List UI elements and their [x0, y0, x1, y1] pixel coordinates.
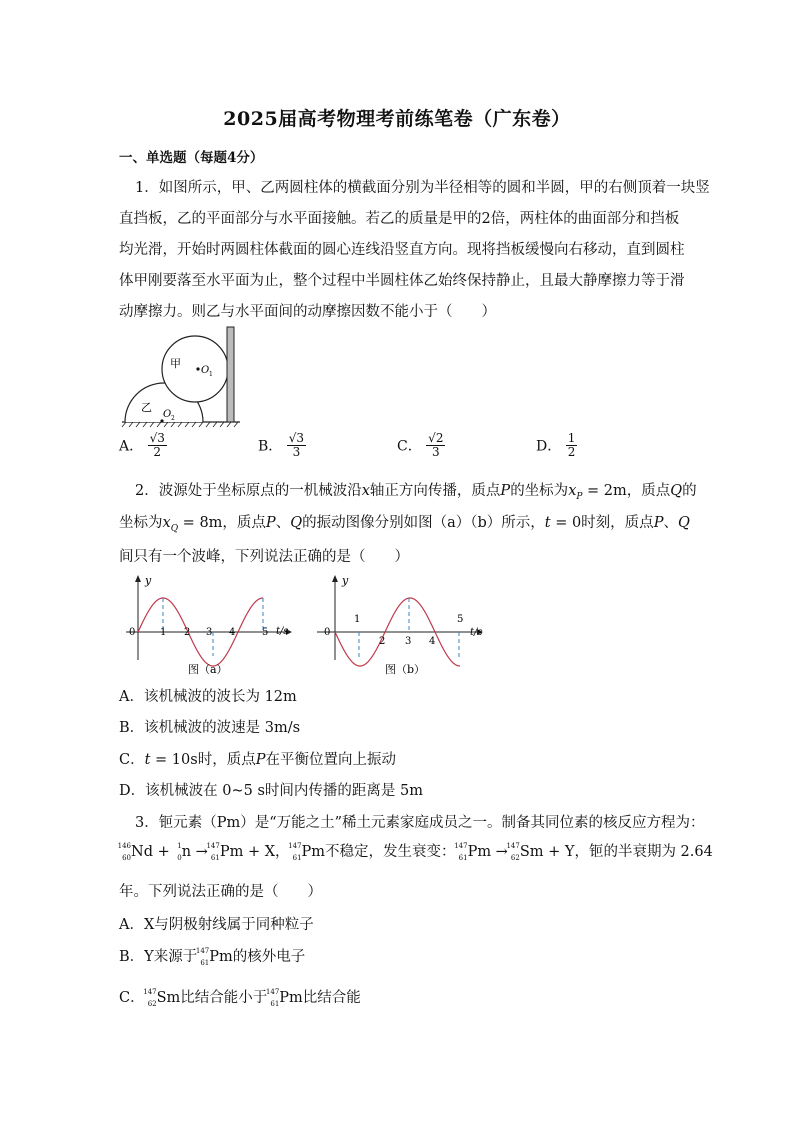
nuclide-scripts: 147 61 [195, 947, 210, 967]
q2-line-3: 间只有一个波峰，下列说法正确的是（ ） [119, 549, 409, 565]
tick-4: 4 [229, 627, 236, 638]
q1-line-2: 直挡板，乙的平面部分与水平面接触。若乙的质量是甲的2倍，两柱体的曲面部分和挡板 [119, 211, 680, 227]
q1-line-4: 体甲刚要落至水平面为止，整个过程中半圆柱体乙始终保持静止，且最大静摩擦力等于滑 [119, 273, 685, 289]
tick-1: 1 [160, 627, 167, 638]
nuclide-scripts: 1 0 [177, 842, 182, 862]
q2-option-b[interactable]: B．该机械波的波速是 3m/s [119, 720, 301, 736]
q3-line-2: 146 60 Nd + 1 0 n → 147 61 Pm + X， 147 61 Pm不稳定，发生衰变： 147 61 Pm → 147 62 Sm + Y，钷的半衰期为 2.64 [117, 842, 713, 862]
label-o2: O [163, 409, 172, 420]
q2-graph-b [313, 572, 493, 680]
y-label: y [145, 574, 152, 587]
nuclide-scripts: 147 61 [265, 988, 280, 1008]
tick-3: 3 [405, 636, 412, 647]
ground-hatching [122, 422, 238, 427]
q1-line-1: 1．如图所示，甲、乙两圆柱体的横截面分别为半径相等的圆和半圆，甲的右侧顶着一块竖 [135, 180, 710, 196]
q3-option-c[interactable]: C． 147 62 Sm比结合能小于 147 61 Pm比结合能 [119, 988, 361, 1008]
graph-caption: 图（b） [385, 663, 426, 676]
q2-option-a[interactable]: A．该机械波的波长为 12m [119, 689, 297, 705]
q2-line-1: 2．波源处于坐标原点的一机械波沿x轴正方向传播，质点P的坐标为$x_P = 2m$，质点Q的 [135, 483, 697, 502]
x-label: t/s [470, 627, 483, 638]
center-o1-dot [196, 367, 199, 370]
q1-cylinders-figure [118, 325, 248, 430]
tick-5: 5 [457, 614, 464, 625]
page-title: 2025届高考物理考前练笔卷（广东卷） [223, 108, 571, 130]
nuclide-scripts: 146 60 [117, 842, 131, 862]
nuclide-scripts: 147 61 [454, 842, 468, 862]
q1-option-a[interactable]: A． $\frac{√3}{2}$ [119, 431, 165, 459]
q1-line-3: 均光滑，开始时两圆柱体截面的圆心连线沿竖直方向。现将挡板缓慢向右移动，直到圆柱 [119, 242, 685, 258]
nuclide-scripts: 147 62 [506, 842, 520, 862]
vertical-baffle [227, 327, 234, 422]
label-yi: 乙 [141, 401, 152, 414]
q2-line-2: 坐标为$x_Q = 8m$，质点P、Q的振动图像分别如图（a）（b）所示，t = 0时刻，质点P、Q [119, 515, 690, 534]
fraction: $\frac{1}{2}$ [567, 431, 576, 459]
tick-0: 0 [324, 627, 331, 638]
label-o1-sub: 1 [209, 371, 213, 378]
fraction: $\frac{√2}{3}$ [428, 431, 444, 459]
nuclide-scripts: 147 62 [143, 988, 157, 1008]
x-label: t/s [276, 626, 289, 637]
q3-line-3: 年。下列说法正确的是（ ） [119, 884, 322, 900]
q2-graph-a [118, 572, 298, 680]
tick-2: 2 [184, 627, 191, 638]
label-jia: 甲 [170, 357, 181, 370]
fraction: $\frac{√3}{2}$ [149, 431, 165, 459]
q1-option-b[interactable]: B． $\frac{√3}{3}$ [258, 431, 305, 459]
q1-option-d[interactable]: D． $\frac{1}{2}$ [536, 431, 576, 459]
tick-4: 4 [429, 636, 436, 647]
q3-option-a[interactable]: A．X与阴极射线属于同种粒子 [119, 917, 314, 933]
tick-1: 1 [354, 614, 361, 625]
q1-line-5: 动摩擦力。则乙与水平面间的动摩擦因数不能小于（ ） [119, 304, 496, 320]
q1-option-c[interactable]: C． $\frac{√2}{3}$ [397, 431, 444, 459]
nuclide-scripts: 147 61 [206, 842, 220, 862]
q2-option-d[interactable]: D．该机械波在 0~5 s时间内传播的距离是 5m [119, 783, 423, 799]
section-heading: 一、单选题（每题4分） [119, 150, 264, 166]
label-o2-sub: 2 [171, 415, 175, 422]
fraction: $\frac{√3}{3}$ [288, 431, 305, 459]
tick-5: 5 [262, 627, 269, 638]
label-o1: O [201, 365, 210, 376]
y-axis-arrow [135, 575, 141, 582]
y-label: y [342, 574, 349, 587]
nuclide-scripts: 147 61 [288, 842, 302, 862]
tick-3: 3 [206, 627, 213, 638]
tick-2: 2 [379, 636, 386, 647]
graph-caption: 图（a） [188, 663, 228, 676]
q2-option-c[interactable]: C．t = 10s时，质点P在平衡位置向上振动 [119, 752, 396, 768]
y-axis-arrow [332, 575, 338, 582]
q3-line-1: 3．钷元素（Pm）是“万能之土”稀土元素家庭成员之一。制备其同位素的核反应方程为： [135, 815, 705, 831]
tick-0: 0 [129, 627, 136, 638]
q3-option-b[interactable]: B．Y来源于 147 61 Pm的核外电子 [119, 947, 306, 967]
